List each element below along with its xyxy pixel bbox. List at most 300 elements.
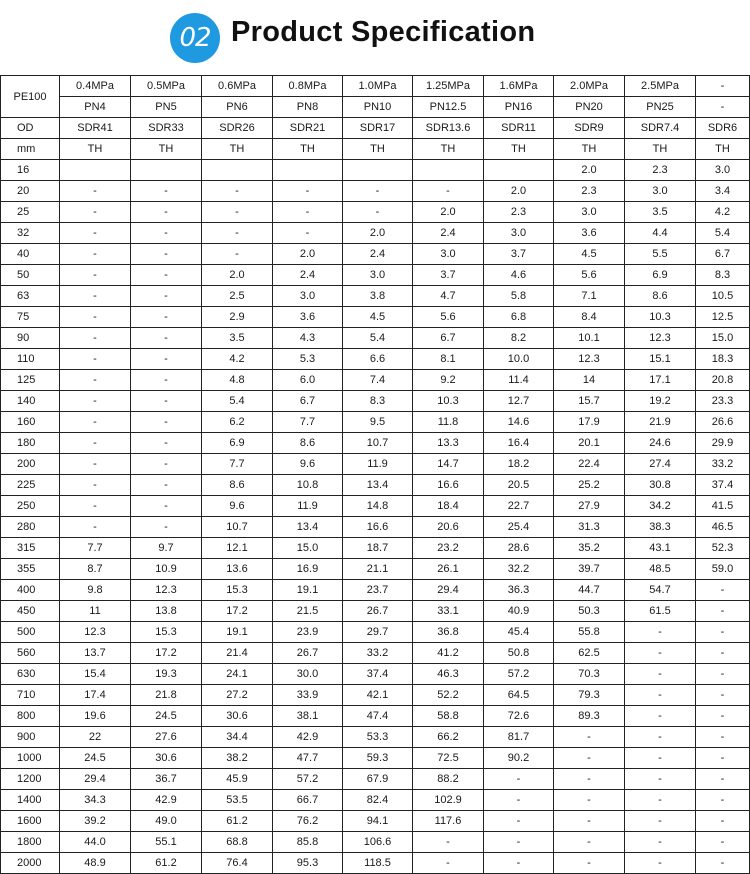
thickness-cell: 3.0 xyxy=(413,244,484,265)
thickness-cell: 52.3 xyxy=(696,538,750,559)
thickness-cell: 59.3 xyxy=(343,748,413,769)
thickness-cell: 26.6 xyxy=(696,412,750,433)
thickness-cell: 8.6 xyxy=(625,286,696,307)
pressure-mpa-cell: 1.25MPa xyxy=(413,76,484,97)
thickness-cell: 22.4 xyxy=(554,454,625,475)
od-cell: 355 xyxy=(1,559,60,580)
pressure-pn-cell: PN16 xyxy=(484,97,554,118)
thickness-cell: - xyxy=(60,244,131,265)
thickness-cell: 55.8 xyxy=(554,622,625,643)
th-label-cell: TH xyxy=(60,139,131,160)
thickness-cell: 30.6 xyxy=(202,706,273,727)
sdr-cell: SDR11 xyxy=(484,118,554,139)
th-label-cell: TH xyxy=(413,139,484,160)
thickness-cell: 10.7 xyxy=(202,517,273,538)
th-label-cell: TH xyxy=(202,139,273,160)
thickness-cell: 8.4 xyxy=(554,307,625,328)
thickness-cell: - xyxy=(696,580,750,601)
table-row xyxy=(1,265,750,286)
thickness-cell: 66.2 xyxy=(413,727,484,748)
thickness-cell: 2.3 xyxy=(484,202,554,223)
thickness-cell: 15.3 xyxy=(131,622,202,643)
thickness-cell: - xyxy=(625,664,696,685)
thickness-cell: - xyxy=(484,853,554,874)
table-row xyxy=(1,538,750,559)
table-row xyxy=(1,349,750,370)
table-row xyxy=(1,328,750,349)
od-cell: 160 xyxy=(1,412,60,433)
thickness-cell: 4.5 xyxy=(343,307,413,328)
table-row xyxy=(1,706,750,727)
thickness-cell: 17.2 xyxy=(202,601,273,622)
thickness-cell: 29.7 xyxy=(343,622,413,643)
thickness-cell: 79.3 xyxy=(554,685,625,706)
thickness-cell: 24.5 xyxy=(131,706,202,727)
thickness-cell xyxy=(273,160,343,181)
thickness-cell: - xyxy=(60,496,131,517)
thickness-cell: 14.7 xyxy=(413,454,484,475)
thickness-cell: 21.9 xyxy=(625,412,696,433)
thickness-cell: 6.7 xyxy=(413,328,484,349)
thickness-cell: - xyxy=(131,181,202,202)
thickness-cell: 2.0 xyxy=(413,202,484,223)
thickness-cell: - xyxy=(131,496,202,517)
od-cell: 280 xyxy=(1,517,60,538)
thickness-cell: 53.5 xyxy=(202,790,273,811)
thickness-cell: 20.8 xyxy=(696,370,750,391)
thickness-cell: 46.5 xyxy=(696,517,750,538)
thickness-cell: 9.6 xyxy=(202,496,273,517)
thickness-cell: 59.0 xyxy=(696,559,750,580)
pressure-pn-cell: PN20 xyxy=(554,97,625,118)
thickness-cell: - xyxy=(413,181,484,202)
thickness-cell: 95.3 xyxy=(273,853,343,874)
thickness-cell: 6.6 xyxy=(343,349,413,370)
od-cell: 16 xyxy=(1,160,60,181)
thickness-cell: 47.4 xyxy=(343,706,413,727)
thickness-cell: - xyxy=(554,790,625,811)
thickness-cell: 34.2 xyxy=(625,496,696,517)
table-row xyxy=(1,811,750,832)
od-cell: 500 xyxy=(1,622,60,643)
thickness-cell: 24.1 xyxy=(202,664,273,685)
thickness-cell: 49.0 xyxy=(131,811,202,832)
thickness-cell: 2.9 xyxy=(202,307,273,328)
thickness-cell: 33.1 xyxy=(413,601,484,622)
thickness-cell: - xyxy=(413,853,484,874)
thickness-cell: - xyxy=(60,202,131,223)
pressure-pn-cell: PN4 xyxy=(60,97,131,118)
thickness-cell: 2.5 xyxy=(202,286,273,307)
thickness-cell: 2.0 xyxy=(343,223,413,244)
thickness-cell: 85.8 xyxy=(273,832,343,853)
thickness-cell: 21.1 xyxy=(343,559,413,580)
thickness-cell: 19.3 xyxy=(131,664,202,685)
thickness-cell: - xyxy=(343,202,413,223)
thickness-cell: 33.2 xyxy=(343,643,413,664)
section-header xyxy=(0,0,750,74)
thickness-cell: 45.4 xyxy=(484,622,554,643)
thickness-cell: 26.7 xyxy=(343,601,413,622)
thickness-cell: 4.8 xyxy=(202,370,273,391)
thickness-cell: 14.8 xyxy=(343,496,413,517)
thickness-cell: 38.1 xyxy=(273,706,343,727)
thickness-cell: 10.9 xyxy=(131,559,202,580)
thickness-cell: 13.4 xyxy=(343,475,413,496)
od-label: OD xyxy=(1,118,60,139)
thickness-cell: 23.7 xyxy=(343,580,413,601)
thickness-cell: 25.4 xyxy=(484,517,554,538)
od-cell: 630 xyxy=(1,664,60,685)
thickness-cell: 4.5 xyxy=(554,244,625,265)
th-label-cell: TH xyxy=(343,139,413,160)
thickness-cell: - xyxy=(60,391,131,412)
thickness-cell: 23.3 xyxy=(696,391,750,412)
thickness-cell: 17.2 xyxy=(131,643,202,664)
thickness-cell: - xyxy=(696,748,750,769)
sdr-row xyxy=(1,118,750,139)
thickness-cell: 3.0 xyxy=(554,202,625,223)
thickness-cell: 27.9 xyxy=(554,496,625,517)
thickness-cell: 102.9 xyxy=(413,790,484,811)
thickness-cell: 8.6 xyxy=(273,433,343,454)
thickness-cell: 67.9 xyxy=(343,769,413,790)
thickness-cell: 36.8 xyxy=(413,622,484,643)
table-row xyxy=(1,181,750,202)
thickness-cell: 10.7 xyxy=(343,433,413,454)
thickness-cell: - xyxy=(413,832,484,853)
thickness-cell: 5.6 xyxy=(413,307,484,328)
thickness-cell: 42.1 xyxy=(343,685,413,706)
thickness-cell: - xyxy=(696,811,750,832)
pressure-mpa-cell: 0.8MPa xyxy=(273,76,343,97)
thickness-cell: - xyxy=(60,370,131,391)
thickness-cell: - xyxy=(131,391,202,412)
pressure-mpa-row xyxy=(1,76,750,97)
table-row xyxy=(1,286,750,307)
thickness-cell: 2.4 xyxy=(273,265,343,286)
thickness-cell: 38.3 xyxy=(625,517,696,538)
thickness-cell: 2.3 xyxy=(625,160,696,181)
thickness-cell: 6.9 xyxy=(202,433,273,454)
od-cell: 400 xyxy=(1,580,60,601)
thickness-cell: 23.9 xyxy=(273,622,343,643)
thickness-cell: 4.4 xyxy=(625,223,696,244)
thickness-cell: 30.8 xyxy=(625,475,696,496)
thickness-cell: 23.2 xyxy=(413,538,484,559)
thickness-cell: - xyxy=(60,307,131,328)
od-cell: 40 xyxy=(1,244,60,265)
thickness-cell: 26.1 xyxy=(413,559,484,580)
thickness-cell: - xyxy=(131,454,202,475)
thickness-cell: - xyxy=(131,202,202,223)
thickness-cell: 8.1 xyxy=(413,349,484,370)
thickness-cell: 12.3 xyxy=(625,328,696,349)
thickness-cell: 3.8 xyxy=(343,286,413,307)
thickness-cell: - xyxy=(202,202,273,223)
pressure-pn-cell: PN25 xyxy=(625,97,696,118)
thickness-cell: - xyxy=(696,727,750,748)
sdr-cell: SDR9 xyxy=(554,118,625,139)
od-cell: 110 xyxy=(1,349,60,370)
od-cell: 1400 xyxy=(1,790,60,811)
thickness-cell: 34.4 xyxy=(202,727,273,748)
od-cell: 250 xyxy=(1,496,60,517)
thickness-cell: 3.6 xyxy=(554,223,625,244)
thickness-cell: - xyxy=(696,769,750,790)
thickness-cell: - xyxy=(202,223,273,244)
thickness-cell: 39.7 xyxy=(554,559,625,580)
thickness-cell: 5.4 xyxy=(343,328,413,349)
thickness-cell: - xyxy=(625,790,696,811)
od-cell: 180 xyxy=(1,433,60,454)
thickness-cell: 62.5 xyxy=(554,643,625,664)
thickness-cell: 2.4 xyxy=(343,244,413,265)
od-cell: 125 xyxy=(1,370,60,391)
thickness-cell: 18.4 xyxy=(413,496,484,517)
thickness-cell: - xyxy=(131,328,202,349)
table-row xyxy=(1,622,750,643)
page-title: Product Specification xyxy=(231,16,536,48)
thickness-cell: 3.7 xyxy=(413,265,484,286)
thickness-cell: 13.4 xyxy=(273,517,343,538)
sdr-cell: SDR7.4 xyxy=(625,118,696,139)
thickness-cell: - xyxy=(484,811,554,832)
material-label: PE100 xyxy=(1,76,60,118)
od-cell: 1000 xyxy=(1,748,60,769)
table-row xyxy=(1,475,750,496)
thickness-cell: 24.5 xyxy=(60,748,131,769)
thickness-cell: 72.5 xyxy=(413,748,484,769)
thickness-cell: 61.2 xyxy=(202,811,273,832)
od-cell: 32 xyxy=(1,223,60,244)
thickness-cell: - xyxy=(131,370,202,391)
thickness-cell: - xyxy=(696,853,750,874)
thickness-cell: 61.5 xyxy=(625,601,696,622)
thickness-cell: - xyxy=(625,832,696,853)
pressure-mpa-cell: 0.6MPa xyxy=(202,76,273,97)
table-row xyxy=(1,223,750,244)
thickness-cell: - xyxy=(60,349,131,370)
pressure-pn-cell: PN8 xyxy=(273,97,343,118)
thickness-cell: - xyxy=(131,244,202,265)
thickness-cell: 27.6 xyxy=(131,727,202,748)
thickness-cell: - xyxy=(554,748,625,769)
pressure-mpa-cell: - xyxy=(696,76,750,97)
thickness-cell: - xyxy=(60,517,131,538)
thickness-cell: - xyxy=(273,223,343,244)
thickness-cell: 9.8 xyxy=(60,580,131,601)
thickness-cell: 5.6 xyxy=(554,265,625,286)
thickness-cell xyxy=(60,160,131,181)
thickness-cell: - xyxy=(60,223,131,244)
table-row xyxy=(1,160,750,181)
od-cell: 140 xyxy=(1,391,60,412)
thickness-cell: - xyxy=(131,517,202,538)
thickness-cell: 3.7 xyxy=(484,244,554,265)
thickness-cell: 12.3 xyxy=(60,622,131,643)
thickness-cell: 7.7 xyxy=(202,454,273,475)
thickness-cell: 64.5 xyxy=(484,685,554,706)
thickness-cell: 22 xyxy=(60,727,131,748)
sdr-cell: SDR13.6 xyxy=(413,118,484,139)
thickness-cell: 25.2 xyxy=(554,475,625,496)
thickness-cell: - xyxy=(60,286,131,307)
thickness-cell: 68.8 xyxy=(202,832,273,853)
od-cell: 75 xyxy=(1,307,60,328)
thickness-cell: 9.5 xyxy=(343,412,413,433)
thickness-cell: 18.7 xyxy=(343,538,413,559)
thickness-cell xyxy=(131,160,202,181)
thickness-cell: 2.0 xyxy=(484,181,554,202)
thickness-cell: 53.3 xyxy=(343,727,413,748)
thickness-cell: - xyxy=(554,832,625,853)
spec-table-body xyxy=(1,76,750,874)
thickness-cell: 12.3 xyxy=(554,349,625,370)
od-cell: 800 xyxy=(1,706,60,727)
thickness-cell: 94.1 xyxy=(343,811,413,832)
thickness-cell: 27.2 xyxy=(202,685,273,706)
thickness-cell: - xyxy=(60,181,131,202)
thickness-cell: 4.2 xyxy=(202,349,273,370)
thickness-cell: - xyxy=(60,454,131,475)
thickness-cell: - xyxy=(625,853,696,874)
table-row xyxy=(1,769,750,790)
thickness-cell: 14.6 xyxy=(484,412,554,433)
thickness-cell: 39.2 xyxy=(60,811,131,832)
thickness-cell: 2.0 xyxy=(273,244,343,265)
thickness-cell: - xyxy=(625,685,696,706)
od-cell: 25 xyxy=(1,202,60,223)
thickness-cell: 52.2 xyxy=(413,685,484,706)
thickness-cell: - xyxy=(484,769,554,790)
pressure-mpa-cell: 2.5MPa xyxy=(625,76,696,97)
thickness-cell: 20.5 xyxy=(484,475,554,496)
unit-label: mm xyxy=(1,139,60,160)
od-cell: 900 xyxy=(1,727,60,748)
thickness-cell: 33.2 xyxy=(696,454,750,475)
thickness-cell: 13.8 xyxy=(131,601,202,622)
thickness-cell: - xyxy=(60,433,131,454)
od-cell: 50 xyxy=(1,265,60,286)
thickness-cell: - xyxy=(273,181,343,202)
thickness-cell: 33.9 xyxy=(273,685,343,706)
thickness-cell: - xyxy=(625,769,696,790)
thickness-cell xyxy=(413,160,484,181)
thickness-cell: 20.6 xyxy=(413,517,484,538)
thickness-cell: 4.3 xyxy=(273,328,343,349)
thickness-cell: 8.2 xyxy=(484,328,554,349)
pressure-pn-cell: PN5 xyxy=(131,97,202,118)
thickness-cell: 41.2 xyxy=(413,643,484,664)
thickness-cell: 4.7 xyxy=(413,286,484,307)
thickness-cell: 10.8 xyxy=(273,475,343,496)
thickness-cell: - xyxy=(696,601,750,622)
thickness-cell: 10.5 xyxy=(696,286,750,307)
thickness-cell: 54.7 xyxy=(625,580,696,601)
thickness-cell: 7.4 xyxy=(343,370,413,391)
thickness-cell: 21.5 xyxy=(273,601,343,622)
thickness-cell: 117.6 xyxy=(413,811,484,832)
thickness-cell: 44.0 xyxy=(60,832,131,853)
thickness-cell: - xyxy=(625,748,696,769)
sdr-cell: SDR33 xyxy=(131,118,202,139)
thickness-cell: 42.9 xyxy=(273,727,343,748)
thickness-cell: 13.3 xyxy=(413,433,484,454)
thickness-cell: 2.0 xyxy=(202,265,273,286)
table-row xyxy=(1,202,750,223)
thickness-cell: 15.1 xyxy=(625,349,696,370)
table-row xyxy=(1,307,750,328)
thickness-cell: 12.1 xyxy=(202,538,273,559)
thickness-cell: 6.9 xyxy=(625,265,696,286)
od-cell: 560 xyxy=(1,643,60,664)
thickness-cell: 19.2 xyxy=(625,391,696,412)
sdr-cell: SDR6 xyxy=(696,118,750,139)
table-row xyxy=(1,559,750,580)
table-row xyxy=(1,433,750,454)
thickness-cell: 28.6 xyxy=(484,538,554,559)
thickness-cell: 26.7 xyxy=(273,643,343,664)
thickness-cell: - xyxy=(696,664,750,685)
thickness-cell: 18.3 xyxy=(696,349,750,370)
table-row xyxy=(1,454,750,475)
thickness-cell: 45.9 xyxy=(202,769,273,790)
thickness-cell: - xyxy=(696,790,750,811)
table-row xyxy=(1,244,750,265)
thickness-cell: 19.1 xyxy=(202,622,273,643)
thickness-cell: 30.0 xyxy=(273,664,343,685)
table-row xyxy=(1,685,750,706)
thickness-cell: 7.7 xyxy=(273,412,343,433)
thickness-cell: 42.9 xyxy=(131,790,202,811)
thickness-cell: 15.0 xyxy=(273,538,343,559)
thickness-cell: 47.7 xyxy=(273,748,343,769)
od-cell: 225 xyxy=(1,475,60,496)
thickness-cell: 57.2 xyxy=(273,769,343,790)
pressure-mpa-cell: 0.5MPa xyxy=(131,76,202,97)
th-label-cell: TH xyxy=(554,139,625,160)
thickness-cell: - xyxy=(554,811,625,832)
thickness-cell: - xyxy=(625,811,696,832)
thickness-cell: - xyxy=(131,349,202,370)
thickness-cell: 38.2 xyxy=(202,748,273,769)
thickness-cell: - xyxy=(131,433,202,454)
table-row xyxy=(1,664,750,685)
table-row xyxy=(1,496,750,517)
thickness-cell: - xyxy=(625,643,696,664)
thickness-cell: 106.6 xyxy=(343,832,413,853)
thickness-cell: 15.3 xyxy=(202,580,273,601)
thickness-cell: 35.2 xyxy=(554,538,625,559)
thickness-cell: 3.0 xyxy=(273,286,343,307)
thickness-cell: 29.4 xyxy=(413,580,484,601)
pressure-pn-cell: PN6 xyxy=(202,97,273,118)
thickness-cell: - xyxy=(131,475,202,496)
thickness-cell: 44.7 xyxy=(554,580,625,601)
thickness-cell: 3.5 xyxy=(202,328,273,349)
thickness-cell: 18.2 xyxy=(484,454,554,475)
thickness-cell: 46.3 xyxy=(413,664,484,685)
thickness-cell: 37.4 xyxy=(696,475,750,496)
thickness-cell: - xyxy=(131,307,202,328)
thickness-cell: 37.4 xyxy=(343,664,413,685)
thickness-cell: 12.5 xyxy=(696,307,750,328)
thickness-cell: 2.3 xyxy=(554,181,625,202)
table-row xyxy=(1,790,750,811)
thickness-cell: 19.1 xyxy=(273,580,343,601)
thickness-cell: 15.4 xyxy=(60,664,131,685)
